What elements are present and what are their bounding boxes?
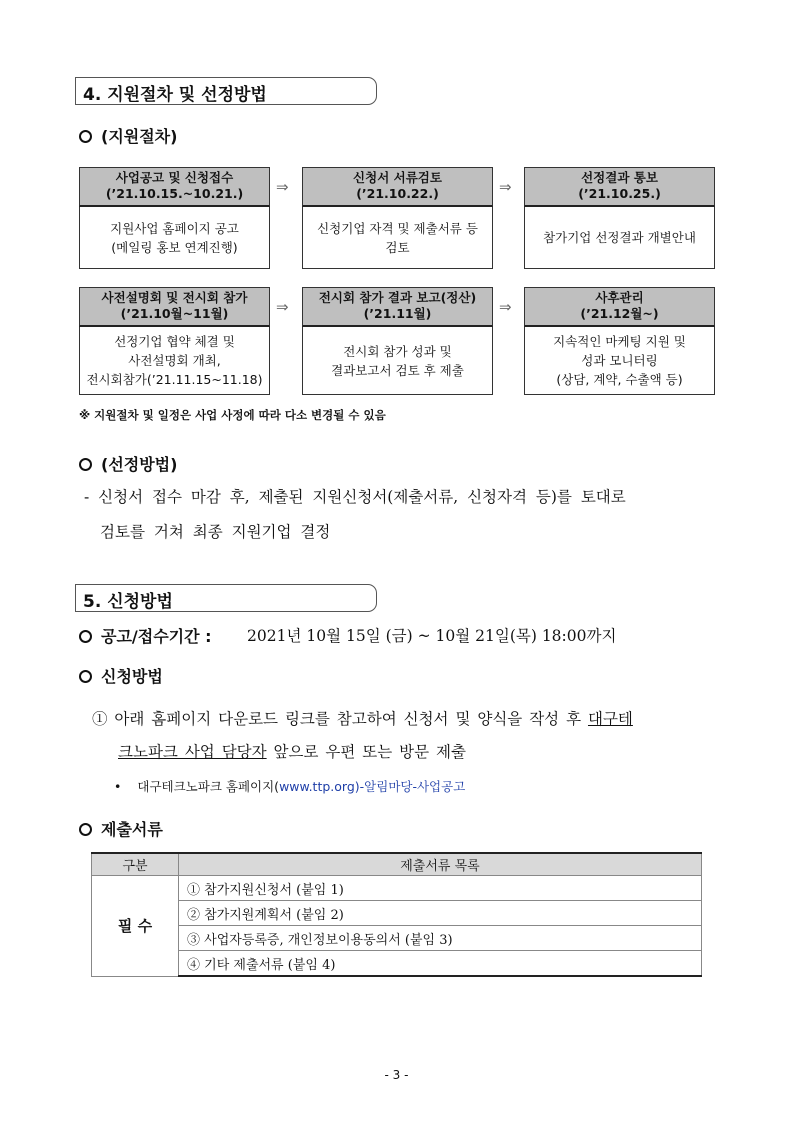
flow-step-title: 사전설명회 및 전시회 참가 [101,290,248,305]
flow-step-date: (’21.10.25.) [578,186,661,201]
period-label: 공고/접수기간 : [101,627,212,646]
flow-step-body: 참가기업 선정결과 개별안내 [543,230,696,245]
flow-step-body: 선정기업 협약 체결 및 사전설명회 개최, 전시회참가(’21.11.15~11.18) [86,334,263,387]
table-header-list: 제출서류 목록 [179,853,702,876]
flow-arrow-icon: ⇒ [276,178,289,196]
circle-bullet-icon [79,670,92,683]
document-item: ③ 사업자등록증, 개인정보이용동의서 (붙임 3) [179,926,702,951]
method-line-2-underlined: 크노파크 사업 담당자 [118,743,267,761]
flow-step-5 [302,287,493,395]
flow-step-date: (’21.10.22.) [356,186,439,201]
method-line-1-underlined: 대구테 [587,710,633,728]
circle-bullet-icon [79,823,92,836]
table-header-category: 구분 [92,853,179,876]
selection-heading: (선정방법) [101,455,178,474]
link-line [114,777,465,795]
flow-step-body: 전시회 참가 성과 및 결과보고서 검토 후 제출 [331,343,464,378]
method-line-2-text: 앞으로 우편 또는 방문 제출 [266,743,466,761]
flow-arrow-icon: ⇒ [499,178,512,196]
method-heading: 신청방법 [101,667,163,686]
circle-bullet-icon [79,130,92,143]
flow-step-2 [302,167,493,269]
flow-step-body: 지속적인 마케팅 지원 및 성과 모니터링 (상담, 계약, 수출액 등) [553,334,686,387]
section-5-header [75,584,377,612]
period-value: 2021년 10월 15일 (금) ~ 10월 21일(목) 18:00까지 [247,627,617,645]
table-header-row [92,853,702,876]
table-row [92,901,702,926]
flow-step-4 [79,287,270,395]
flow-step-body: 지원사업 홈페이지 공고 (메일링 홍보 연계진행) [110,220,239,255]
link-suffix: )-알림마당-사업공고 [354,779,466,794]
flow-arrow-icon: ⇒ [276,298,289,316]
flow-arrow-icon: ⇒ [499,298,512,316]
method-line-2 [118,740,466,762]
page-number: - 3 - [384,1068,409,1082]
table-row [92,951,702,977]
document-item: ② 참가지원계획서 (붙임 2) [179,901,702,926]
documents-heading: 제출서류 [101,820,163,839]
flow-step-date: (’21.10월~11월) [120,306,229,321]
homepage-link[interactable]: www.ttp.org [279,779,355,794]
category-cell: 필 수 [92,876,179,977]
selection-line-2: 검토를 거쳐 최종 지원기업 결정 [100,523,331,541]
method-line-1 [92,707,633,729]
link-prefix: 대구테크노파크 홈페이지( [137,779,280,794]
procedure-note: ※ 지원절차 및 일정은 사업 사정에 따라 다소 변경될 수 있음 [79,408,386,422]
flow-step-date: (’21.10.15.~10.21.) [105,186,244,201]
procedure-heading: (지원절차) [101,127,178,146]
flow-step-title: 선정결과 통보 [581,170,658,185]
circle-bullet-icon [79,458,92,471]
section-4-header [75,77,377,105]
flow-step-title: 사후관리 [595,290,644,305]
flow-step-1 [79,167,270,269]
document-item: ① 참가지원신청서 (붙임 1) [179,876,702,901]
documents-table [91,852,702,977]
section-4-title: 4. 지원절차 및 선정방법 [83,85,267,105]
bullet-dot-icon: • [114,779,122,794]
flow-step-title: 전시회 참가 결과 보고(정산) [318,290,477,305]
flow-step-3 [524,167,715,269]
flow-step-6 [524,287,715,395]
flow-step-body: 신청기업 자격 및 제출서류 등 검토 [317,220,478,255]
section-5-title: 5. 신청방법 [83,592,173,612]
table-row [92,876,702,901]
document-item: ④ 기타 제출서류 (붙임 4) [179,951,702,977]
flow-step-date: (’21.11월) [363,306,432,321]
method-line-1-text: ① 아래 홈페이지 다운로드 링크를 참고하여 신청서 및 양식을 작성 후 [92,710,588,728]
flow-step-title: 사업공고 및 신청접수 [115,170,234,185]
table-row [92,926,702,951]
circle-bullet-icon [79,630,92,643]
flow-step-date: (’21.12월~) [580,306,659,321]
selection-line-1: - 신청서 접수 마감 후, 제출된 지원신청서(제출서류, 신청자격 등)를 토대로 [84,488,626,506]
flow-step-title: 신청서 서류검토 [353,170,442,185]
